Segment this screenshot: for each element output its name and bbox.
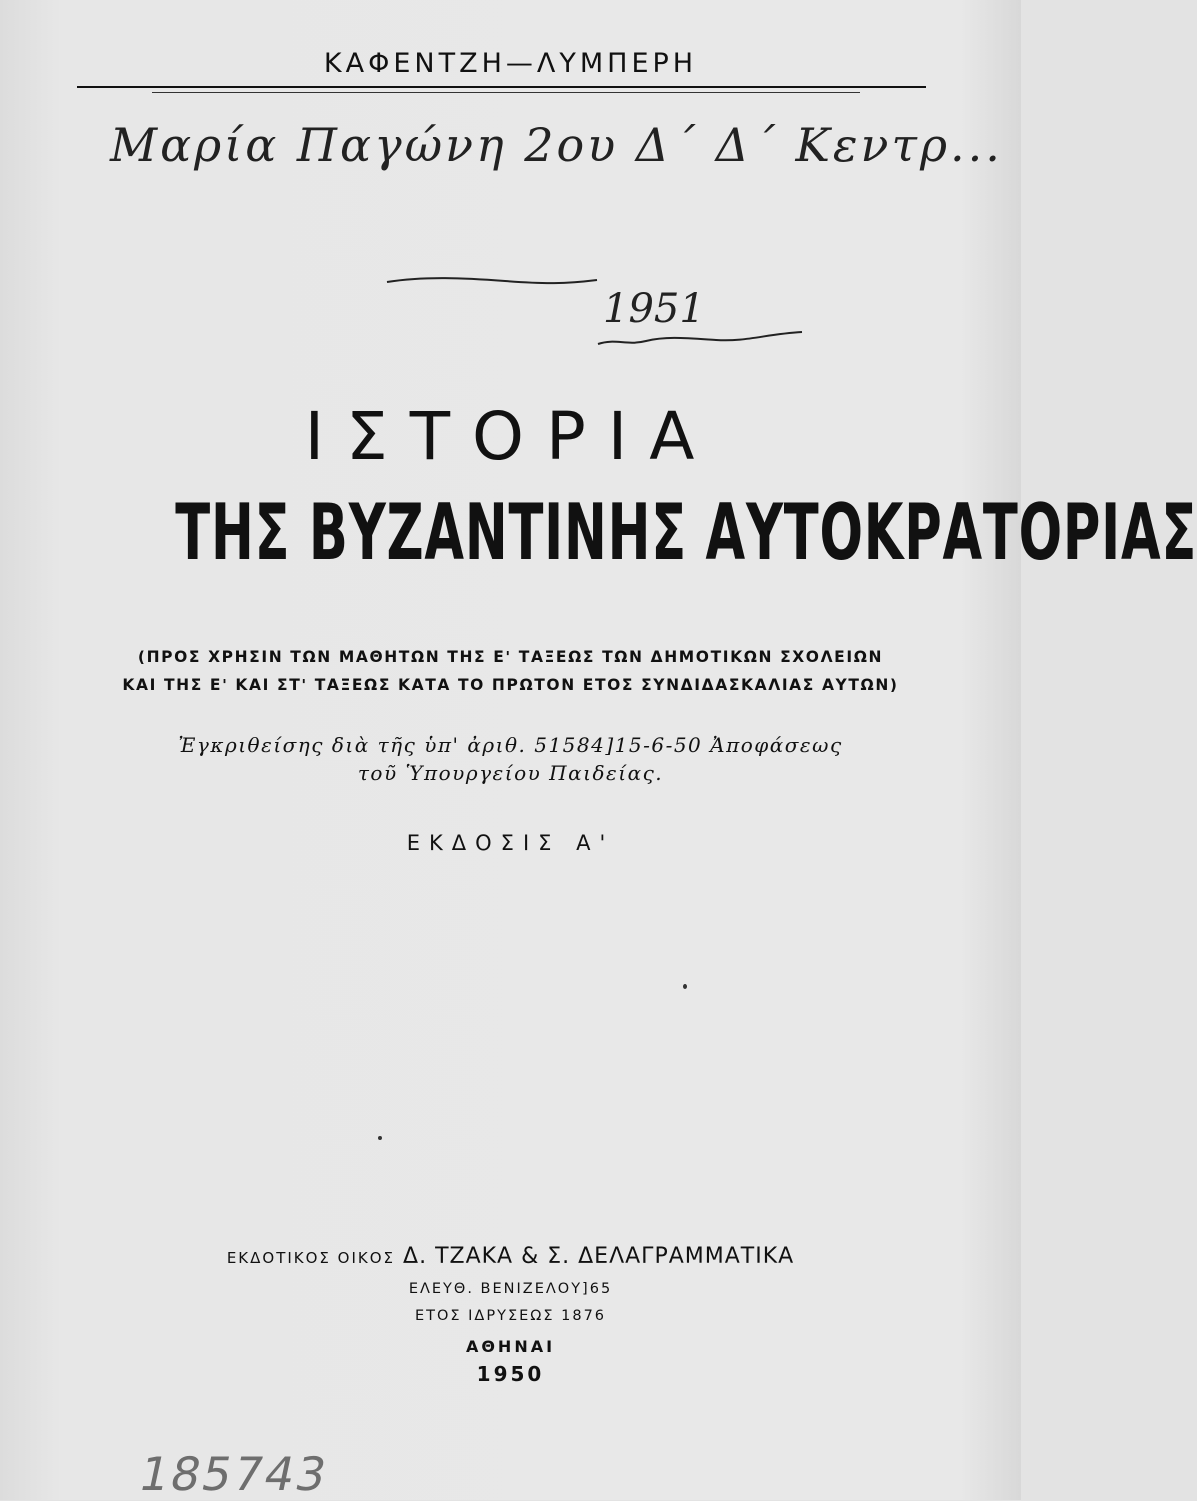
handwritten-year: 1951 [603,286,705,332]
handwritten-underline [385,274,600,288]
book-title-main: ΙΣΤΟΡΙΑ [304,398,717,475]
author-names: ΚΑΦΕΝΤΖΗ—ΛΥΜΠΕΡΗ [323,48,698,79]
publisher-house-label: ΕΚΔΟΤΙΚΟΣ ΟΙΚΟΣ [226,1249,396,1267]
library-shelfmark: 185743 [134,1447,334,1501]
publication-year: 1950 [476,1362,545,1386]
paper-speck [683,984,687,989]
edition-label: ΕΚΔΟΣΙΣ Α' [406,831,615,855]
header-rule-secondary [152,92,860,93]
usage-note-line-2: ΚΑΙ ΤΗΣ Ε' ΚΑΙ ΣΤ' ΤΑΞΕΩΣ ΚΑΤΑ ΤΟ ΠΡΩΤΟΝ ΕΤΟΣ ΣΥΝΔΙΔΑΣΚΑΛΙΑΣ ΑΥΤΩΝ) [122,676,899,694]
publisher-house [0,1244,1021,1269]
usage-note-line-1: (ΠΡΟΣ ΧΡΗΣΙΝ ΤΩΝ ΜΑΘΗΤΩΝ ΤΗΣ Ε' ΤΑΞΕΩΣ ΤΩΝ ΔΗΜΟΤΙΚΩΝ ΣΧΟΛΕΙΩΝ [137,648,884,666]
publisher-address: ΕΛΕΥΘ. ΒΕΝΙΖΕΛΟΥ]65 [408,1281,613,1297]
approval-line-2: τοῦ Ὑπουργείου Παιδείας. [357,761,664,785]
book-title-sub: ΤΗΣ ΒΥΖΑΝΤΙΝΗΣ ΑΥΤΟΚΡΑΤΟΡΙΑΣ [175,486,1197,578]
header-rule [77,86,926,88]
handwritten-owner-note: Μαρία Παγώνη 2ου Δ΄ Δ΄ Κεντρ... [110,118,1003,172]
publication-city: ΑΘΗΝΑΙ [465,1337,556,1356]
paper-speck [378,1136,382,1140]
handwritten-year-underline [596,326,806,348]
publisher-founded: ΕΤΟΣ ΙΔΡΥΣΕΩΣ 1876 [414,1308,607,1324]
publisher-house-name: Δ. ΤΖΑΚΑ & Σ. ΔΕΛΑΓΡΑΜΜΑΤΙΚΑ [403,1244,795,1269]
approval-line-1: Ἐγκριθείσης διὰ τῆς ὑπ' ἀριθ. 51584]15-6-50 Ἀποφάσεως [178,733,843,757]
